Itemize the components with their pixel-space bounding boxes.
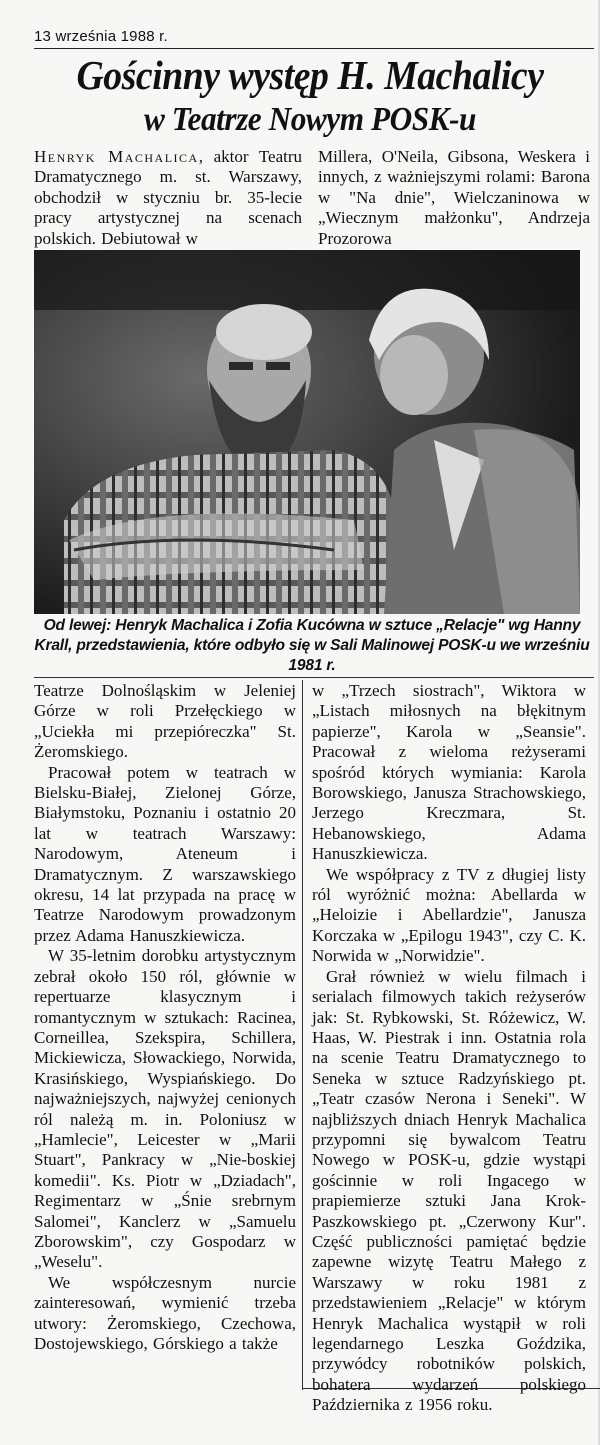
header-rule (34, 48, 594, 49)
intro-left-text: , aktor Teatru Dramatycznego m. st. Warszawy, obchodził w styczniu br. 35-lecie pracy artystycznej na scenach polskich. Debiutował w (34, 147, 303, 248)
body-left-column (34, 681, 296, 1354)
body-left-paragraph: W 35-letnim dorobku artystycznym zebrał około 150 ról, głównie w repertuarze klasycznym i romantycznym w sztukach: Racinea, Corneillea, Szekspira, Schillera, Mickiewicza, Słowackiego, Norwida, Krasińskiego, Wyspiańskiego. Do najważniejszych, najwyżej cenionych ról należą m. in. Poloniusz w „Hamlecie", Leicester w „Marii Stuart", Pankracy w „Nie-boskiej komedii". Ks. Piotr w „Dziadach", Regimentarz w „Śnie srebrnym Salomei", Kanclerz w „Samuelu Zborowskim", czy Gospodarz w „Weselu". (34, 946, 296, 1272)
intro-right-column (318, 147, 590, 249)
body-right-paragraph: w „Trzech siostrach", Wiktora w „Listach miłosnych na błękitnym papierze", Karola w „Seansie". Pracował z wieloma reżyserami spośród których wymiania: Karola Borowskiego, Janusza Strachowskiego, Jerzego Kreczmara, St. Hebanowskiego, Adama Hanuszkiewicza. (312, 681, 586, 864)
article-photo (34, 250, 580, 614)
body-right-paragraph: Grał również w wielu filmach i serialach filmowych takich reżyserów jak: St. Rybkowski, St. Różewicz, W. Haas, W. Piestrak i inn. Ostatnia rola na scenie Teatru Dramatycznego to Seneka w sztuce Radzyńskiego pt. „Teatr czasów Nerona i Seneki". W najbliższych dniach Henryk Machalica przypomni się bywalcom Teatru Nowego w POSK-u, gdzie wystąpi gościnnie w roli Ingacego w prapiemierze sztuki Jana Krok-Paszkowskiego pt. „Czerwony Kur". Część publiczności pamiętać będzie zapewne wizytę Teatru Małego z Warszawy w roku 1981 z przedstawieniem „Relacje" w którym Henryk Machalica wystąpił w roli legendarnego Leszka Goździka, przywódcy robotników polskich, bohatera wydarzeń polskiego Października z 1956 roku. (312, 966, 586, 1415)
photo-caption: Od lewej: Henryk Machalica i Zofia Kucówna w sztuce „Relacje" wg Hanny Krall, przedstawienia, które odbyło się w Sali Malinowej POSK-u we wrześniu 1981 r. (34, 617, 590, 674)
headline-line-2: w Teatrze Nowym POSK-u (144, 101, 476, 138)
column-divider (302, 680, 303, 1390)
issue-date: 13 września 1988 r. (34, 28, 168, 45)
body-left-paragraph: Pracował potem w teatrach w Bielsku-Białej, Zielonej Górze, Białymstoku, Poznaniu i ostatnio 20 lat w teatrach Warszawy: Narodowym, Ateneum i Dramatycznym. Z warszawskiego okresu, 14 lat przypada na pracę w Teatrze Narodowym prowadzonym przez Adama Hanuszkiewicza. (34, 762, 296, 945)
body-left-paragraph: Teatrze Dolnośląskim w Jeleniej Górze w roli Przełęckiego w „Uciekła mi przepióreczka" St. Żeromskiego. (34, 681, 296, 762)
caption-rule (34, 677, 594, 678)
body-right-paragraph: We współpracy z TV z długiej listy ról wyróżnić można: Abellarda w „Heloizie i Abellardzie", Janusza Korczaka w „Epilogu 1943", czy C. K. Norwida w „Norwidzie". (312, 864, 586, 966)
body-right-column (312, 681, 586, 1416)
intro-right-text: Millera, O'Neila, Gibsona, Weskera i innych, z ważniejszymi rolami: Barona w "Na dnie", Wielczaninowa w „Wiecznym małżonku", Andrzeja Prozorowa (318, 147, 590, 248)
body-left-paragraph: We współczesnym nurcie zainteresowań, wymienić trzeba utwory: Żeromskiego, Czechowa, Dostojewskiego, Górskiego a także (34, 1272, 296, 1353)
photo-two-actors-icon (34, 250, 580, 614)
headline-line-1: Gościnny występ H. Machalicy (76, 52, 544, 98)
intro-left-column (34, 147, 302, 249)
intro-actor-name: Henryk Machalica (34, 147, 199, 166)
